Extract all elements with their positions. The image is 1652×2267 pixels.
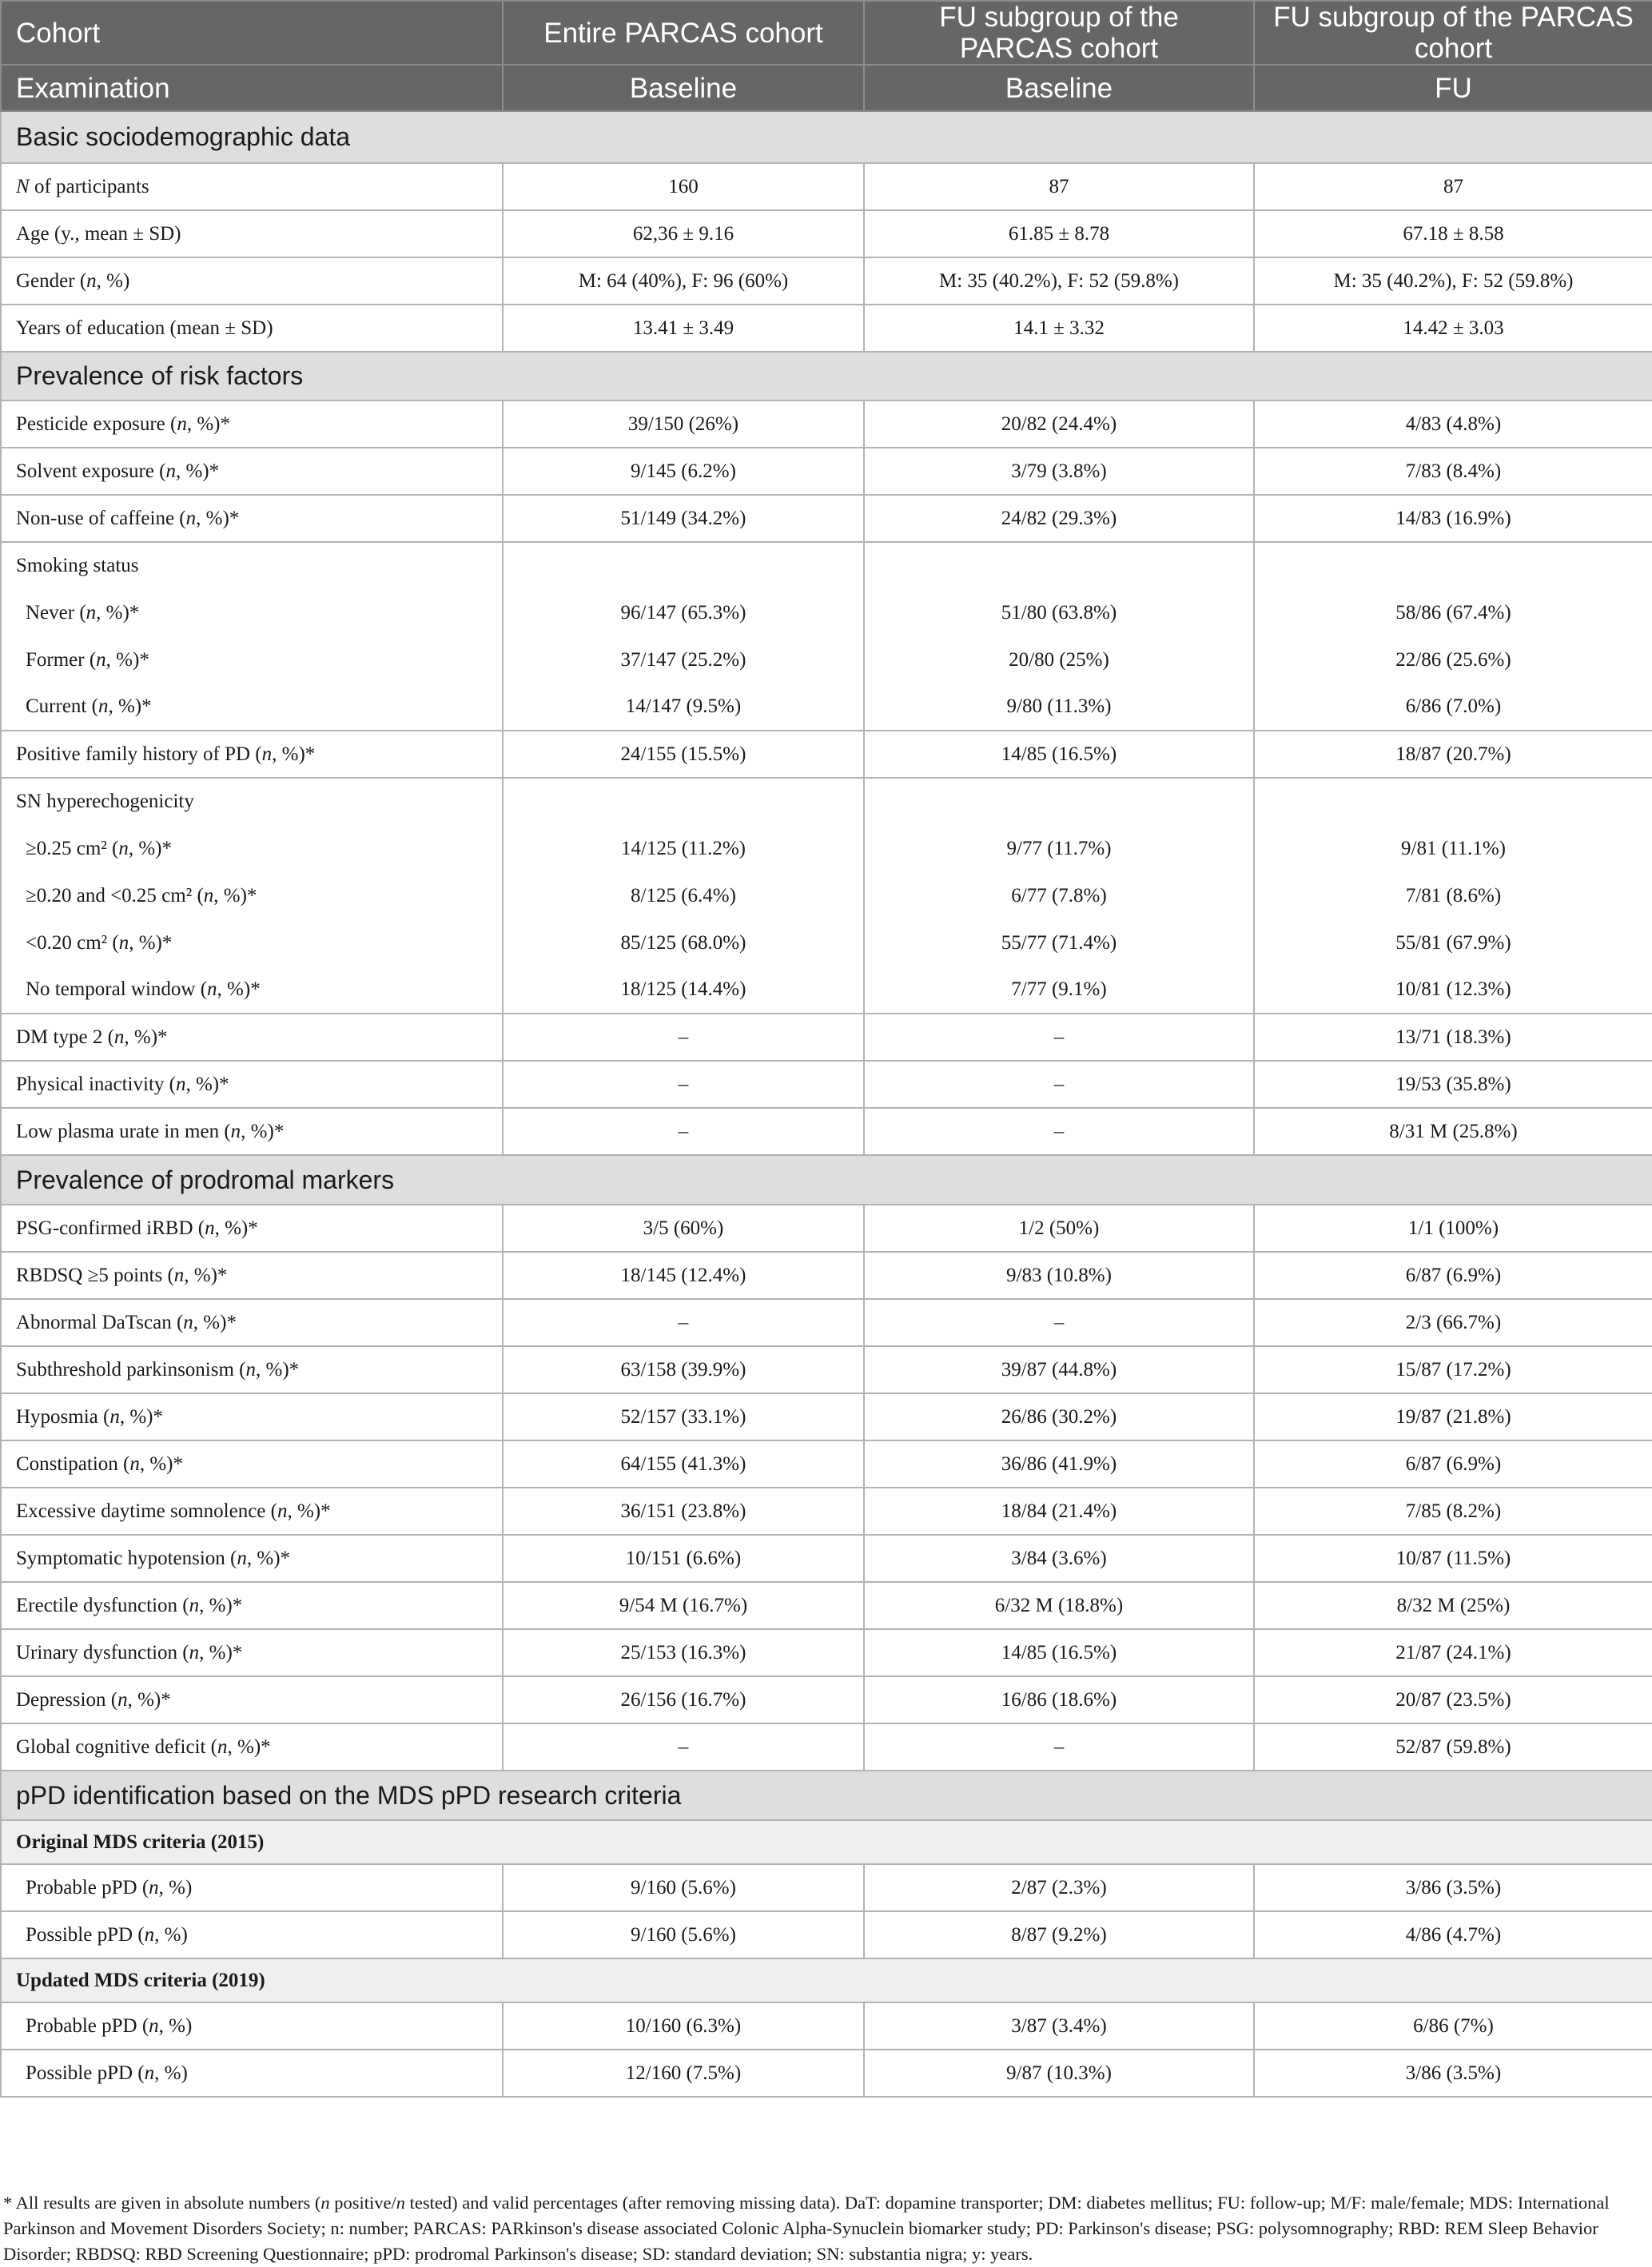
row-label: Low plasma urate in men (n, %)*: [1, 1108, 503, 1155]
table-row: [1, 636, 1652, 683]
cell-value-2: –: [864, 1014, 1254, 1061]
row-label: Never (n, %)*: [1, 589, 503, 636]
row-label: N of participants: [1, 163, 503, 210]
cell-value-1: 63/158 (39.9%): [503, 1346, 864, 1393]
row-label: Probable pPD (n, %): [1, 2002, 503, 2050]
section-row: [1, 1771, 1652, 1820]
row-label: Former (n, %)*: [1, 636, 503, 683]
cell-value-2: 1/2 (50%): [864, 1205, 1254, 1252]
cell-value-3: 55/81 (67.9%): [1254, 919, 1652, 966]
cell-value-3: M: 35 (40.2%), F: 52 (59.8%): [1254, 257, 1652, 305]
section-heading: pPD identification based on the MDS pPD research criteria: [1, 1771, 1652, 1820]
table-row: [1, 1911, 1652, 1958]
table-row: [1, 589, 1652, 636]
table-row: [1, 683, 1652, 731]
cell-value-2: 20/82 (24.4%): [864, 400, 1254, 448]
row-label: Solvent exposure (n, %)*: [1, 448, 503, 495]
cell-value-3: 22/86 (25.6%): [1254, 636, 1652, 683]
header-col-3: FU subgroup of the PARCAS cohort: [1254, 1, 1652, 65]
table-row: [1, 1108, 1652, 1155]
cell-value-2: 8/87 (9.2%): [864, 1911, 1254, 1958]
table-row: [1, 495, 1652, 542]
table-row: [1, 210, 1652, 257]
cell-value-3: 18/87 (20.7%): [1254, 731, 1652, 778]
row-label: Subthreshold parkinsonism (n, %)*: [1, 1346, 503, 1393]
row-label: DM type 2 (n, %)*: [1, 1014, 503, 1061]
cell-value-3: 14.42 ± 3.03: [1254, 305, 1652, 352]
cell-value-1: –: [503, 1061, 864, 1108]
cell-value-2: 2/87 (2.3%): [864, 1864, 1254, 1911]
cell-value-2: 3/84 (3.6%): [864, 1535, 1254, 1582]
row-label: Erectile dysfunction (n, %)*: [1, 1582, 503, 1629]
cell-value-2: –: [864, 1061, 1254, 1108]
cell-value-1: 39/150 (26%): [503, 400, 864, 448]
cell-value-2: 3/79 (3.8%): [864, 448, 1254, 495]
cell-value-2: –: [864, 1108, 1254, 1155]
cell-value-1: 18/125 (14.4%): [503, 966, 864, 1014]
cell-value-1: 13.41 ± 3.49: [503, 305, 864, 352]
cell-value-2: 16/86 (18.6%): [864, 1676, 1254, 1723]
section-heading: Prevalence of risk factors: [1, 352, 1652, 400]
row-label: Global cognitive deficit (n, %)*: [1, 1723, 503, 1771]
cell-value-3: 6/86 (7.0%): [1254, 683, 1652, 731]
cell-value-2: 14/85 (16.5%): [864, 731, 1254, 778]
cell-value-1: 12/160 (7.5%): [503, 2050, 864, 2097]
cell-value-1: 64/155 (41.3%): [503, 1440, 864, 1488]
cell-value-2: 9/87 (10.3%): [864, 2050, 1254, 2097]
row-label: PSG-confirmed iRBD (n, %)*: [1, 1205, 503, 1252]
cell-value-3: 14/83 (16.9%): [1254, 495, 1652, 542]
cell-value-3: 6/86 (7%): [1254, 2002, 1652, 2050]
row-label: Positive family history of PD (n, %)*: [1, 731, 503, 778]
cell-value-1: 85/125 (68.0%): [503, 919, 864, 966]
row-label: Symptomatic hypotension (n, %)*: [1, 1535, 503, 1582]
cell-value-1: 25/153 (16.3%): [503, 1629, 864, 1676]
row-label: Urinary dysfunction (n, %)*: [1, 1629, 503, 1676]
cell-value-1: 14/147 (9.5%): [503, 683, 864, 731]
cell-value-2: 6/32 M (18.8%): [864, 1582, 1254, 1629]
cell-value-2: 36/86 (41.9%): [864, 1440, 1254, 1488]
cell-value-3: 3/86 (3.5%): [1254, 2050, 1652, 2097]
cell-value-2: 39/87 (44.8%): [864, 1346, 1254, 1393]
cell-value-3: 2/3 (66.7%): [1254, 1299, 1652, 1346]
cell-value-3: 7/85 (8.2%): [1254, 1488, 1652, 1535]
cell-value-2: 9/77 (11.7%): [864, 825, 1254, 872]
header-exam-label: Examination: [1, 65, 503, 111]
table-row: [1, 1346, 1652, 1393]
table-row: [1, 1723, 1652, 1771]
cell-value-3: 21/87 (24.1%): [1254, 1629, 1652, 1676]
table-row: [1, 966, 1652, 1014]
cell-value-1: 9/160 (5.6%): [503, 1864, 864, 1911]
row-label: Possible pPD (n, %): [1, 2050, 503, 2097]
cell-value-2: 26/86 (30.2%): [864, 1393, 1254, 1440]
row-label: Depression (n, %)*: [1, 1676, 503, 1723]
table-row: [1, 448, 1652, 495]
row-label: Possible pPD (n, %): [1, 1911, 503, 1958]
cell-value-3: 10/81 (12.3%): [1254, 966, 1652, 1014]
cell-value-1: 18/145 (12.4%): [503, 1252, 864, 1299]
row-label: <0.20 cm² (n, %)*: [1, 919, 503, 966]
row-label: Current (n, %)*: [1, 683, 503, 731]
cell-value-2: 20/80 (25%): [864, 636, 1254, 683]
subsection-heading: Original MDS criteria (2015): [1, 1820, 1652, 1864]
table-row: [1, 1676, 1652, 1723]
table-row: [1, 1488, 1652, 1535]
row-label: Non-use of caffeine (n, %)*: [1, 495, 503, 542]
cell-value-1: 3/5 (60%): [503, 1205, 864, 1252]
row-label: Years of education (mean ± SD): [1, 305, 503, 352]
cell-value-1: M: 64 (40%), F: 96 (60%): [503, 257, 864, 305]
cell-value-3: 13/71 (18.3%): [1254, 1014, 1652, 1061]
table-row: [1, 2002, 1652, 2050]
cell-value-1: 160: [503, 163, 864, 210]
table-row: [1, 2050, 1652, 2097]
cell-value-3: 15/87 (17.2%): [1254, 1346, 1652, 1393]
cell-value-2: 87: [864, 163, 1254, 210]
cell-value-2: 3/87 (3.4%): [864, 2002, 1254, 2050]
table-row: [1, 825, 1652, 872]
section-heading: Basic sociodemographic data: [1, 111, 1652, 163]
cell-value-1: 14/125 (11.2%): [503, 825, 864, 872]
table-row: [1, 257, 1652, 305]
cell-value-2: –: [864, 1723, 1254, 1771]
cell-value-2: 6/77 (7.8%): [864, 872, 1254, 919]
row-label: Hyposmia (n, %)*: [1, 1393, 503, 1440]
cell-value-1: 9/160 (5.6%): [503, 1911, 864, 1958]
cell-value-1: –: [503, 1014, 864, 1061]
row-label: Excessive daytime somnolence (n, %)*: [1, 1488, 503, 1535]
cell-value-3: 20/87 (23.5%): [1254, 1676, 1652, 1723]
cell-value-1: 96/147 (65.3%): [503, 589, 864, 636]
row-label: Constipation (n, %)*: [1, 1440, 503, 1488]
table-row: [1, 919, 1652, 966]
table-row: [1, 400, 1652, 448]
group-label: SN hyperechogenicity: [1, 778, 503, 825]
table-row: [1, 1582, 1652, 1629]
table-row: [1, 731, 1652, 778]
row-label: RBDSQ ≥5 points (n, %)*: [1, 1252, 503, 1299]
cell-value-3: 9/81 (11.1%): [1254, 825, 1652, 872]
cell-value-3: 8/32 M (25%): [1254, 1582, 1652, 1629]
cell-value-3: 3/86 (3.5%): [1254, 1864, 1652, 1911]
header-exam-3: FU: [1254, 65, 1652, 111]
group-row: [1, 542, 1652, 589]
table-row: [1, 1535, 1652, 1582]
table-row: [1, 1252, 1652, 1299]
cell-value-3: 6/87 (6.9%): [1254, 1252, 1652, 1299]
table-row: [1, 1864, 1652, 1911]
cell-value-1: –: [503, 1108, 864, 1155]
cell-value-1: 10/160 (6.3%): [503, 2002, 864, 2050]
subsection-row: [1, 1820, 1652, 1864]
table-row: [1, 872, 1652, 919]
cell-value-2: –: [864, 1299, 1254, 1346]
cell-value-1: 9/145 (6.2%): [503, 448, 864, 495]
group-label: Smoking status: [1, 542, 503, 589]
cell-value-3: 67.18 ± 8.58: [1254, 210, 1652, 257]
cell-value-2: 9/83 (10.8%): [864, 1252, 1254, 1299]
cell-value-2: 18/84 (21.4%): [864, 1488, 1254, 1535]
cell-value-2: M: 35 (40.2%), F: 52 (59.8%): [864, 257, 1254, 305]
table-row: [1, 1205, 1652, 1252]
section-row: [1, 111, 1652, 163]
table-row: [1, 1061, 1652, 1108]
row-label: Age (y., mean ± SD): [1, 210, 503, 257]
cell-value-3: 10/87 (11.5%): [1254, 1535, 1652, 1582]
cell-value-1: –: [503, 1299, 864, 1346]
row-label: Abnormal DaTscan (n, %)*: [1, 1299, 503, 1346]
cell-value-3: 6/87 (6.9%): [1254, 1440, 1652, 1488]
cell-value-3: 7/83 (8.4%): [1254, 448, 1652, 495]
header-col-1: Entire PARCAS cohort: [503, 1, 864, 65]
footnote: * All results are given in absolute numbers (n positive/n tested) and valid percentages (after removing missing data). DaT: dopamine transporter; DM: diabetes mellitus; FU: follow-up; M/F: male/female; MDS: International Parkinson and Movement Disorders Society; n: number; PARCAS: PARkinson's disease associated Colonic Alpha-Synuclein biomarker study; PD: Parkinson's disease; PSG: polysomnography; RBD: REM Sleep Behavior Disorder; RBDSQ: RBD Screening Questionnaire; pPD: prodromal Parkinson's disease; SD: standard deviation; SN: substantia nigra; y: years.: [3, 2193, 1610, 2264]
cell-value-3: 58/86 (67.4%): [1254, 589, 1652, 636]
cell-value-3: 8/31 M (25.8%): [1254, 1108, 1652, 1155]
row-label: ≥0.20 and <0.25 cm² (n, %)*: [1, 872, 503, 919]
table-row: [1, 1393, 1652, 1440]
cell-value-2: 14/85 (16.5%): [864, 1629, 1254, 1676]
subsection-row: [1, 1958, 1652, 2002]
cell-value-3: 4/86 (4.7%): [1254, 1911, 1652, 1958]
table-row: [1, 1629, 1652, 1676]
cell-value-3: 4/83 (4.8%): [1254, 400, 1652, 448]
cell-value-3: 19/53 (35.8%): [1254, 1061, 1652, 1108]
cell-value-3: 1/1 (100%): [1254, 1205, 1652, 1252]
cell-value-1: 52/157 (33.1%): [503, 1393, 864, 1440]
group-row: [1, 778, 1652, 825]
cell-value-2: 55/77 (71.4%): [864, 919, 1254, 966]
row-label: Physical inactivity (n, %)*: [1, 1061, 503, 1108]
section-row: [1, 1155, 1652, 1205]
row-label: Gender (n, %): [1, 257, 503, 305]
cell-value-2: 7/77 (9.1%): [864, 966, 1254, 1014]
cell-value-3: 19/87 (21.8%): [1254, 1393, 1652, 1440]
cell-value-2: 24/82 (29.3%): [864, 495, 1254, 542]
cell-value-2: 61.85 ± 8.78: [864, 210, 1254, 257]
header-exam-1: Baseline: [503, 65, 864, 111]
row-label: Pesticide exposure (n, %)*: [1, 400, 503, 448]
cell-value-1: 9/54 M (16.7%): [503, 1582, 864, 1629]
cell-value-1: 36/151 (23.8%): [503, 1488, 864, 1535]
cell-value-1: 24/155 (15.5%): [503, 731, 864, 778]
cell-value-3: 7/81 (8.6%): [1254, 872, 1652, 919]
cell-value-1: –: [503, 1723, 864, 1771]
cell-value-1: 51/149 (34.2%): [503, 495, 864, 542]
table-row: [1, 1014, 1652, 1061]
header-exam-2: Baseline: [864, 65, 1254, 111]
cell-value-2: 14.1 ± 3.32: [864, 305, 1254, 352]
cell-value-2: 51/80 (63.8%): [864, 589, 1254, 636]
table-row: [1, 1299, 1652, 1346]
cell-value-3: 87: [1254, 163, 1652, 210]
table-row: [1, 305, 1652, 352]
table-row: [1, 163, 1652, 210]
cell-value-1: 10/151 (6.6%): [503, 1535, 864, 1582]
cell-value-2: 9/80 (11.3%): [864, 683, 1254, 731]
header-cohort-label: Cohort: [1, 1, 503, 65]
subsection-heading: Updated MDS criteria (2019): [1, 1958, 1652, 2002]
section-heading: Prevalence of prodromal markers: [1, 1155, 1652, 1205]
cell-value-3: 52/87 (59.8%): [1254, 1723, 1652, 1771]
header-col-2: FU subgroup of the PARCAS cohort: [864, 1, 1254, 65]
row-label: Probable pPD (n, %): [1, 1864, 503, 1911]
row-label: No temporal window (n, %)*: [1, 966, 503, 1014]
cell-value-1: 8/125 (6.4%): [503, 872, 864, 919]
row-label: ≥0.25 cm² (n, %)*: [1, 825, 503, 872]
cell-value-1: 37/147 (25.2%): [503, 636, 864, 683]
header-row-examination: [1, 65, 1652, 111]
cell-value-1: 26/156 (16.7%): [503, 1676, 864, 1723]
section-row: [1, 352, 1652, 400]
table-row: [1, 1440, 1652, 1488]
cell-value-1: 62,36 ± 9.16: [503, 210, 864, 257]
header-row-cohort: [1, 1, 1652, 65]
